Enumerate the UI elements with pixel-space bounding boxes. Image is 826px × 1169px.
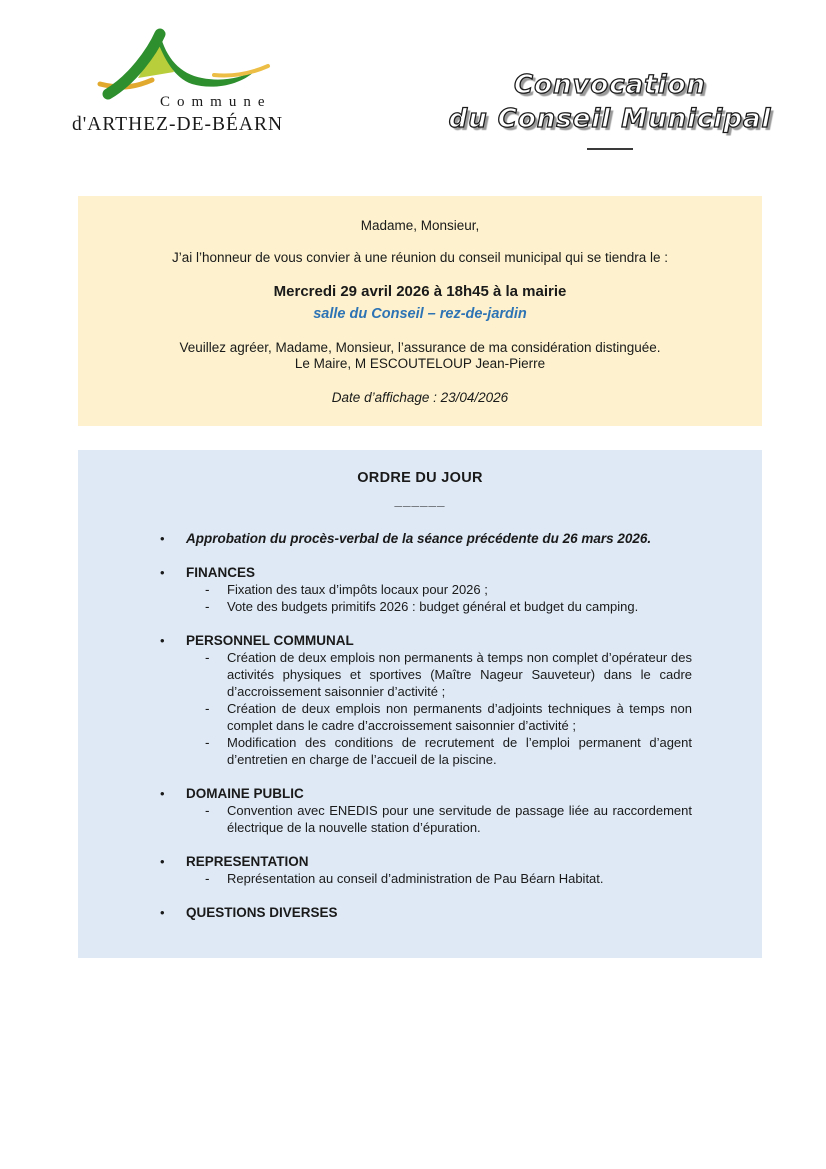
agenda-item-head [160,853,692,870]
dash-icon: - [205,582,210,597]
meeting-datetime-line: Mercredi 29 avril 2026 à 18h45 à la mairie [273,283,567,300]
commune-logo [72,28,322,136]
agenda-item-personnel-communal [160,632,692,768]
mayor-signature-line: Le Maire, M ESCOUTELOUP Jean-Pierre [294,356,546,371]
bullet-icon: • [160,905,165,920]
dash-icon: - [205,803,210,818]
agenda-item-head [160,904,692,921]
agenda-item-finances [160,564,692,615]
dash-icon: - [205,599,210,614]
intro-line: J’ai l’honneur de vous convier à une réunion du conseil municipal qui se tiendra le : [171,250,669,265]
title-line-2: du Conseil Municipal [448,104,772,134]
agenda-item-representation [160,853,692,887]
agenda-item-head [160,564,692,581]
salutation-line: Madame, Monsieur, [360,218,480,233]
bullet-icon: • [160,633,165,648]
agenda-sub-text: Création de deux emplois non permanents d’adjoints techniques à temps non complet dans le cadre d’accroissement saisonnier d’activité ; [227,701,692,733]
bullet-icon: • [160,565,165,580]
title-line-1: Convocation [514,70,706,100]
agenda-sub-item [205,598,692,615]
document-title [440,68,780,150]
agenda-sub-text: Fixation des taux d’impôts locaux pour 2026 ; [227,582,488,597]
agenda-sub-text: Représentation au conseil d’administration de Pau Béarn Habitat. [227,871,604,886]
agenda-item-head [160,632,692,649]
agenda-item-label: DOMAINE PUBLIC [186,786,304,801]
dash-icon: - [205,650,210,665]
agenda-title: ORDRE DU JOUR [357,470,483,486]
agenda-sub-item [205,870,692,887]
agenda-sub-text: Modification des conditions de recrutement de l’emploi permanent d’agent d’entretien en charge de l’accueil de la piscine. [227,735,692,767]
agenda-sub-item [205,802,692,836]
agenda-panel [78,450,762,958]
title-underline [587,148,633,150]
agenda-item-head [160,785,692,802]
dash-icon: - [205,701,210,716]
agenda-item-label: Approbation du procès-verbal de la séance précédente du 26 mars 2026. [186,531,652,546]
display-date-line: Date d’affichage : 23/04/2026 [331,390,509,405]
agenda-sub-text: Convention avec ENEDIS pour une servitude de passage liée au raccordement électrique de la nouvelle station d’épuration. [227,803,692,835]
bullet-icon: • [160,854,165,869]
agenda-item-head [160,530,692,547]
logo-mark-icon [94,28,284,102]
logo-commune-label: Commune [160,94,272,110]
agenda-sub-item [205,734,692,768]
agenda-item-label: QUESTIONS DIVERSES [186,905,338,920]
agenda-divider: ______ [394,493,446,508]
meeting-location-line: salle du Conseil – rez-de-jardin [313,306,527,322]
agenda-item-label: PERSONNEL COMMUNAL [186,633,354,648]
agenda-list [78,530,762,921]
agenda-item-questions-diverses [160,904,692,921]
agenda-item-label: REPRESENTATION [186,854,309,869]
logo-commune-name: d'ARTHEZ-DE-BÉARN [72,114,284,135]
agenda-item-approbation [160,530,692,547]
agenda-item-domaine-public [160,785,692,836]
invitation-panel [78,196,762,426]
dash-icon: - [205,871,210,886]
agenda-sub-text: Création de deux emplois non permanents à temps non complet d’opérateur des activités physiques et sportives (Maître Nageur Sauveteur) dans le cadre d’accroissement saisonnier d’activité ; [227,650,692,699]
agenda-sub-item [205,649,692,700]
agenda-item-label: FINANCES [186,565,256,580]
agenda-sub-text: Vote des budgets primitifs 2026 : budget général et budget du camping. [227,599,639,614]
agenda-sub-item [205,700,692,734]
closing-line: Veuillez agréer, Madame, Monsieur, l’assurance de ma considération distinguée. [179,340,661,355]
dash-icon: - [205,735,210,750]
bullet-icon: • [160,786,165,801]
agenda-sub-item [205,581,692,598]
bullet-icon: • [160,531,165,546]
